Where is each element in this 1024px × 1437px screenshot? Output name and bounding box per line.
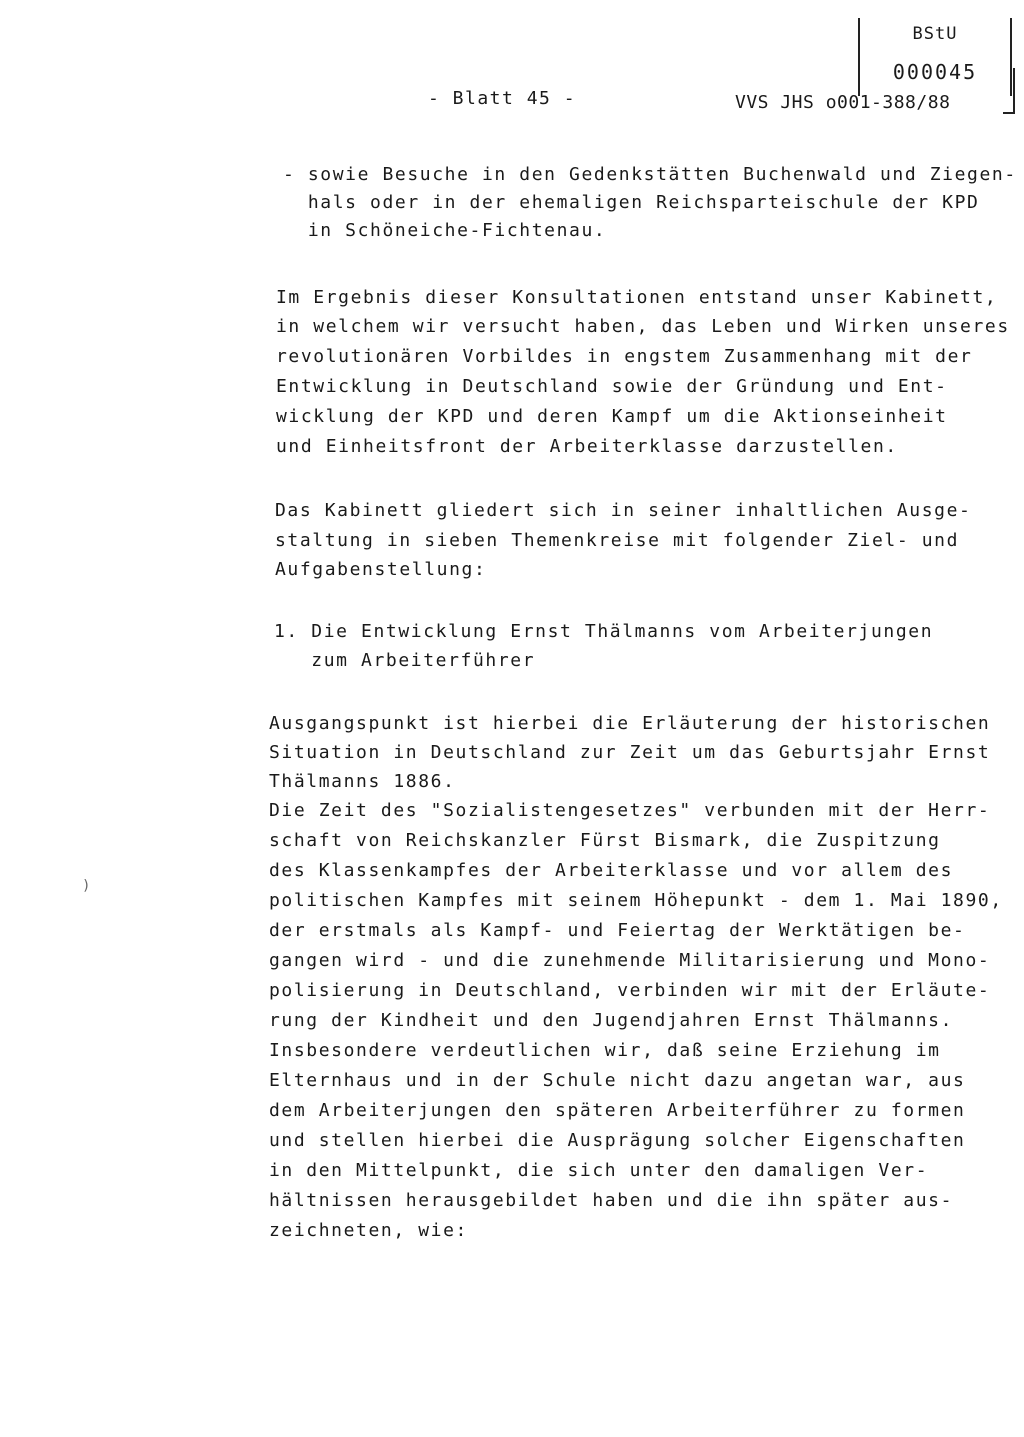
- text-line: zeichneten, wie:: [269, 1220, 468, 1241]
- text-line: Die Zeit des "Sozialistengesetzes" verbunden mit der Herr-: [269, 800, 991, 821]
- text-line: - sowie Besuche in den Gedenkstätten Buchenwald und Ziegen-: [283, 164, 1017, 185]
- text-line: schaft von Reichskanzler Fürst Bismark, die Zuspitzung: [269, 830, 941, 851]
- text-line: rung der Kindheit und den Jugendjahren Ernst Thälmanns.: [269, 1010, 954, 1031]
- text-line: revolutionären Vorbildes in engstem Zusammenhang mit der: [276, 346, 973, 367]
- text-line: in den Mittelpunkt, die sich unter den damaligen Ver-: [269, 1160, 929, 1181]
- text-line: Aufgabenstellung:: [275, 559, 487, 580]
- text-line: Elternhaus und in der Schule nicht dazu angetan war, aus: [269, 1070, 966, 1091]
- scan-mark: ): [82, 878, 91, 894]
- text-line: Situation in Deutschland zur Zeit um das Geburtsjahr Ernst: [269, 742, 991, 763]
- stamp-archive-label: BStU: [912, 24, 958, 44]
- text-line: staltung in sieben Themenkreise mit folgender Ziel- und: [275, 530, 960, 551]
- text-line: dem Arbeiterjungen den späteren Arbeiterführer zu formen: [269, 1100, 966, 1121]
- text-line: in Schöneiche-Fichtenau.: [283, 220, 607, 241]
- text-line: polisierung in Deutschland, verbinden wir mit der Erläute-: [269, 980, 991, 1001]
- text-line: Ausgangspunkt ist hierbei die Erläuterung der historischen: [269, 713, 991, 734]
- document-reference: VVS JHS o001-388/88: [735, 92, 951, 113]
- reference-bracket: [1003, 68, 1015, 114]
- text-line: hältnissen herausgebildet haben und die ihn später aus-: [269, 1190, 954, 1211]
- text-line: und Einheitsfront der Arbeiterklasse darzustellen.: [276, 436, 898, 457]
- text-line: hals oder in der ehemaligen Reichsparteischule der KPD: [283, 192, 980, 213]
- text-line: politischen Kampfes mit seinem Höhepunkt - dem 1. Mai 1890,: [269, 890, 1003, 911]
- section-heading-line: zum Arbeiterführer: [274, 650, 536, 671]
- text-line: Insbesondere verdeutlichen wir, daß seine Erziehung im: [269, 1040, 941, 1061]
- section-heading-line: 1. Die Entwicklung Ernst Thälmanns vom Arbeiterjungen: [274, 621, 934, 642]
- stamp-page-number: 000045: [892, 60, 978, 84]
- archive-stamp: [858, 18, 1012, 96]
- text-line: gangen wird - und die zunehmende Militarisierung und Mono-: [269, 950, 991, 971]
- text-line: der erstmals als Kampf- und Feiertag der Werktätigen be-: [269, 920, 966, 941]
- text-line: und stellen hierbei die Ausprägung solcher Eigenschaften: [269, 1130, 966, 1151]
- text-line: wicklung der KPD und deren Kampf um die Aktionseinheit: [276, 406, 948, 427]
- text-line: Das Kabinett gliedert sich in seiner inhaltlichen Ausge-: [275, 500, 972, 521]
- text-line: Entwicklung in Deutschland sowie der Gründung und Ent-: [276, 376, 948, 397]
- page-label: - Blatt 45 -: [428, 88, 577, 109]
- text-line: des Klassenkampfes der Arbeiterklasse und vor allem des: [269, 860, 954, 881]
- text-line: Im Ergebnis dieser Konsultationen entstand unser Kabinett,: [276, 287, 998, 308]
- text-line: Thälmanns 1886.: [269, 771, 456, 792]
- text-line: in welchem wir versucht haben, das Leben und Wirken unseres: [276, 316, 1010, 337]
